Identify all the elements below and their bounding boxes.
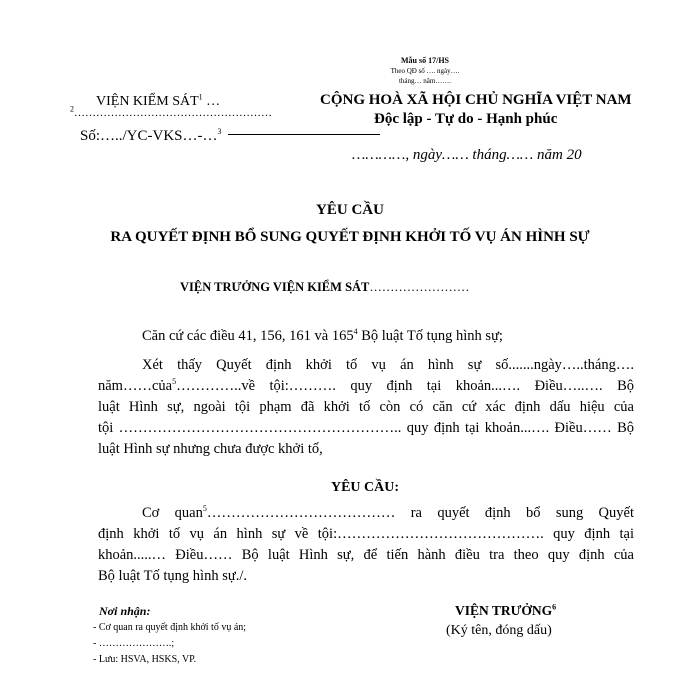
form-note-decision: Theo QĐ số …. ngày…. — [390, 67, 460, 75]
document-number: Số:…../YC-VKS…-…$^3$ — [80, 127, 222, 144]
recipients-label: Nơi nhận: — [99, 604, 151, 618]
form-note-code: Mẫu số 17/HS — [400, 56, 449, 65]
request-line-1: Cơ quan$^5$………………………………… ra quyết định bổ sung Quyết — [142, 504, 634, 521]
authority: VIỆN TRƯỞNG VIỆN KIỂM SÁT…………………… — [180, 280, 470, 294]
org-sub-line: $^2$……………………………………………… — [70, 104, 272, 119]
signer-title: VIỆN TRƯỞNG$^6$ — [455, 602, 557, 618]
request-heading: YÊU CẦU: — [330, 480, 400, 495]
form-note — [350, 56, 500, 86]
nation-motto: Độc lập - Tự do - Hạnh phúc — [374, 111, 558, 127]
considering-line-1: Xét thấy Quyết định khởi tố vụ án hình sự số.......ngày…..tháng…. — [142, 357, 634, 373]
recipients — [93, 604, 246, 666]
motto-underline — [228, 134, 380, 135]
title-line-2: RA QUYẾT ĐỊNH BỔ SUNG QUYẾT ĐỊNH KHỞI TỐ VỤ ÁN HÌNH SỰ — [110, 229, 590, 245]
considering-line-3: luật Hình sự, ngoài tội phạm đã khởi tố còn có căn cứ xác định dấu hiệu của — [98, 399, 634, 415]
recipient-item: - Cơ quan ra quyết định khởi tố vụ án; — [93, 622, 247, 633]
considering-line-4: tội ………………………………………………….. quy định tại khoản...…. Điều…… Bộ — [98, 420, 634, 436]
date-line: …………, ngày…… tháng…… năm 20 — [352, 147, 582, 163]
request-line-2: định khởi tố vụ án hình sự về tội:……………………………………. quy định tại — [98, 526, 634, 542]
considering-line-2: năm……của$^5$…………..về tội:………. quy định tại khoản...…. Điều…..…. Bộ — [98, 377, 634, 394]
signer-note: (Ký tên, đóng dấu) — [446, 623, 552, 638]
request-line-3: khoản.....… Điều…… Bộ luật Hình sự, để tiến hành điều tra theo quy định của — [98, 547, 634, 563]
title-line-1: YÊU CẦU — [316, 202, 384, 218]
basis-paragraph: Căn cứ các điều 41, 156, 161 và $165^4$ Bộ luật Tố tụng hình sự; — [142, 327, 503, 344]
considering-line-5: luật Hình sự nhưng chưa được khởi tố, — [98, 441, 323, 457]
recipient-item: - ………………….; — [93, 638, 175, 649]
request-line-4: Bộ luật Tố tụng hình sự./. — [98, 568, 247, 584]
form-note-date: tháng… năm……. — [398, 77, 452, 85]
recipient-item: - Lưu: HSVA, HSKS, VP. — [93, 654, 197, 665]
org-name: VIỆN KIỂM SÁT$^1$ … — [96, 92, 221, 109]
nation-title: CỘNG HOÀ XÃ HỘI CHỦ NGHĨA VIỆT NAM — [320, 92, 632, 108]
